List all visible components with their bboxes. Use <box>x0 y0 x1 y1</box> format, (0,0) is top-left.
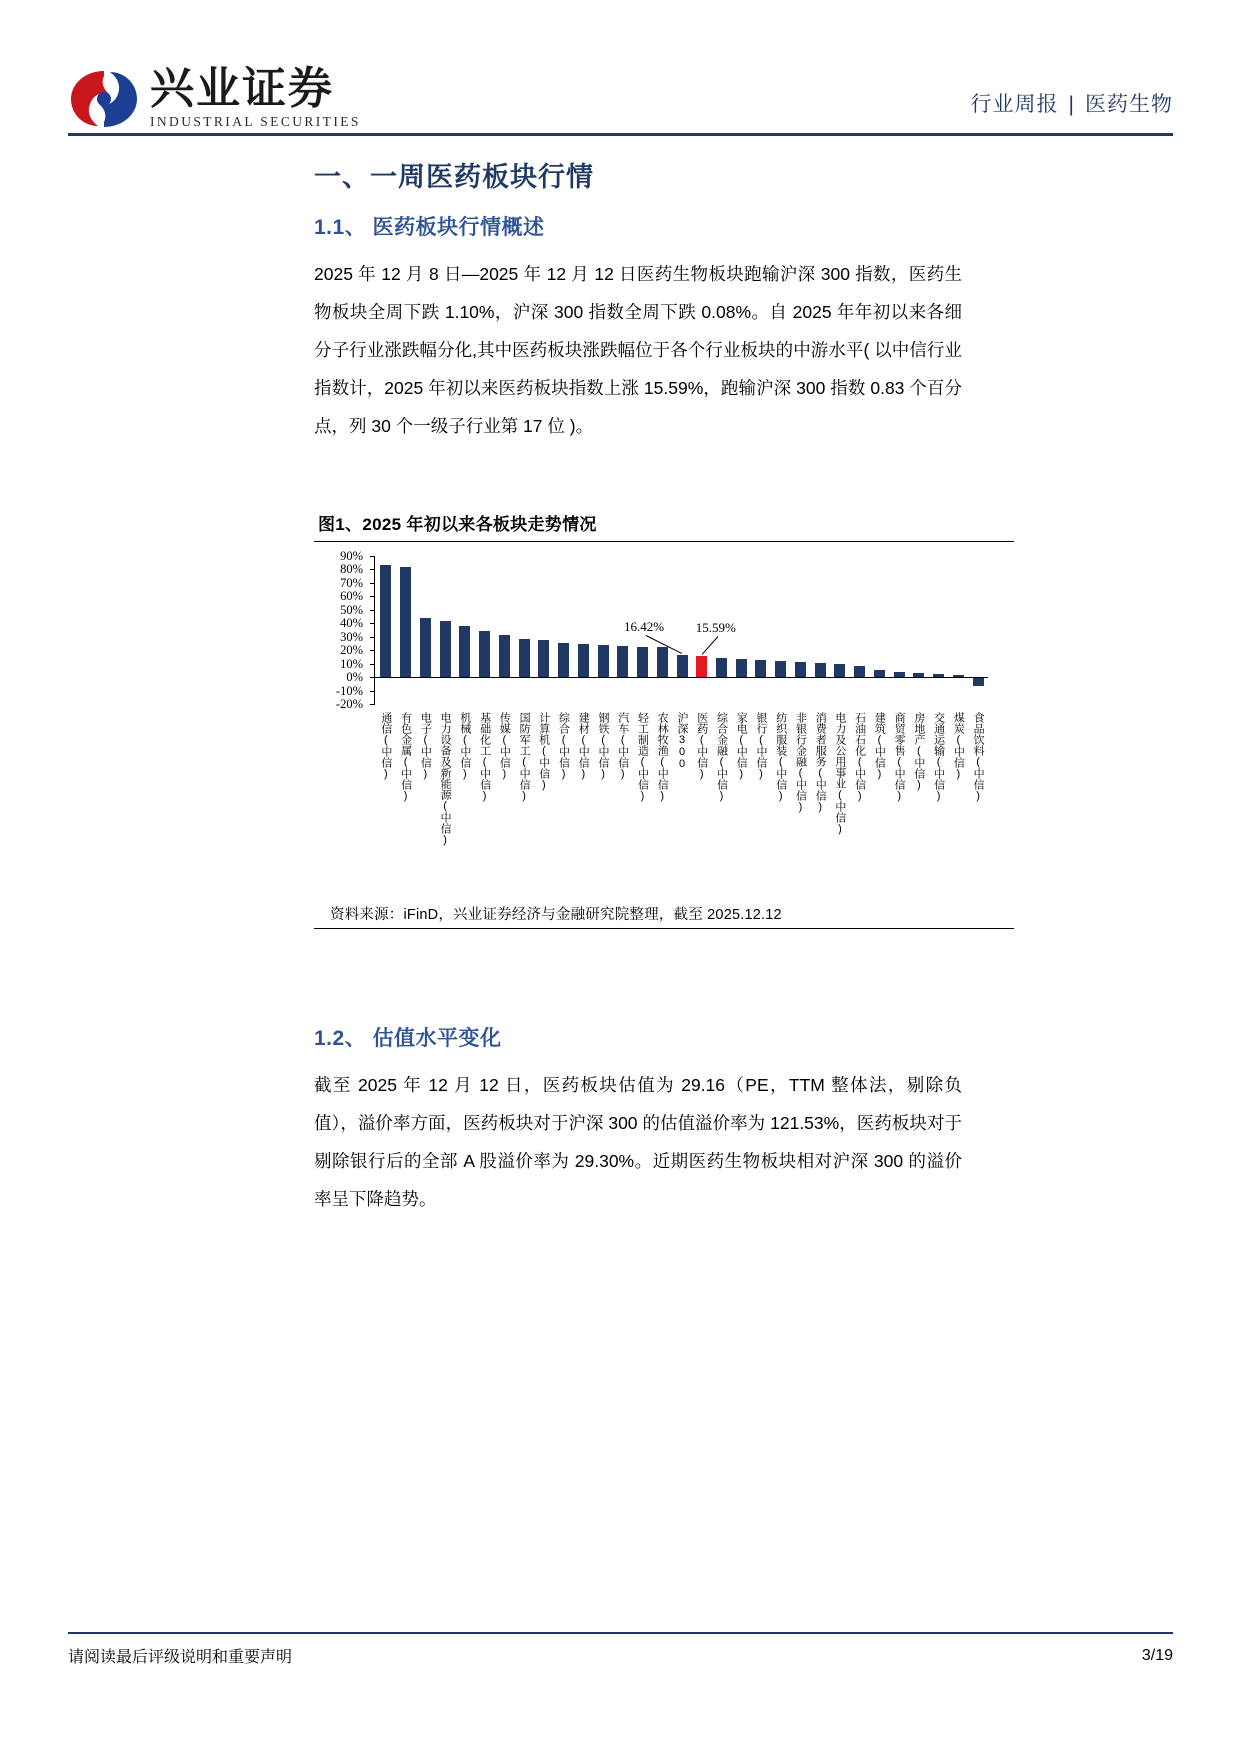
x-axis-tick-label: 电力设备及新能源(中信) <box>439 712 452 846</box>
y-axis-tick <box>370 583 375 584</box>
y-axis-tick-label: 70% <box>340 575 363 590</box>
figure-source <box>330 903 1014 924</box>
logo-company-name-cn: 兴业证券 <box>150 63 334 114</box>
chart-bar <box>538 640 549 677</box>
x-axis-tick-label: 农林牧渔(中信) <box>656 712 669 802</box>
subsection-2-title: 1.2、 估值水平变化 <box>314 1027 502 1050</box>
x-axis-tick-label: 国防军工(中信) <box>518 712 531 802</box>
x-axis-tick-label: 钢铁(中信) <box>597 712 610 780</box>
document-body <box>314 155 962 447</box>
section-title: 一、一周医药板块行情 <box>314 162 594 192</box>
y-axis-tick-label: 90% <box>340 549 363 563</box>
figure-title: 图1、2025 年初以来各板块走势情况 <box>318 515 597 534</box>
chart-bar <box>558 643 569 677</box>
x-axis-tick-label: 非银行金融(中信) <box>794 712 807 813</box>
chart-bar <box>657 647 668 677</box>
y-axis-tick-label: 80% <box>340 562 363 577</box>
x-axis-tick-label: 房地产(中信) <box>912 712 925 791</box>
y-axis-tick <box>370 691 375 692</box>
bar-chart <box>314 548 1014 893</box>
chart-bar <box>598 645 609 677</box>
y-axis-tick-label: 60% <box>340 589 363 604</box>
chart-bar <box>854 666 865 677</box>
company-logo <box>68 63 361 130</box>
footer-page-number: 3/19 <box>1141 1646 1173 1664</box>
y-axis-tick <box>370 704 375 705</box>
x-axis-tick-label: 家电(中信) <box>735 712 748 780</box>
header-report-type: 行业周报 <box>970 93 1059 116</box>
zero-baseline <box>374 677 988 678</box>
chart-annotation: 16.42% <box>624 618 665 634</box>
x-axis-tick-label: 综合(中信) <box>557 712 570 780</box>
chart-bar <box>795 662 806 677</box>
x-axis-tick-label: 建材(中信) <box>577 712 590 780</box>
x-axis-labels <box>376 708 988 888</box>
header-sector: 医药生物 <box>1085 93 1173 116</box>
x-axis-tick-label: 银行(中信) <box>754 712 767 780</box>
header-report-label <box>971 88 1173 118</box>
chart-bar <box>834 664 845 677</box>
y-axis-tick-label: -20% <box>335 697 363 711</box>
chart-annotation: 15.59% <box>695 620 736 636</box>
x-axis-tick-label: 通信(中信) <box>379 712 392 780</box>
logo-company-name-en: INDUSTRIAL SECURITIES <box>150 114 361 129</box>
y-axis-tick <box>370 569 375 570</box>
x-axis-tick-label: 有色金属(中信) <box>399 712 412 802</box>
chart-bar <box>973 677 984 686</box>
document-body-2 <box>314 1010 962 1220</box>
paragraph-valuation: 截至 2025 年 12 月 12 日，医药板块估值为 29.16（PE，TTM 整体法，剔除负值），溢价率方面，医药板块对于沪深 300 的估值溢价率为 121.53%，医药板块对于剔除银行后的全部 A 股溢价率为 29.30%。近期医药生物板块相对沪深 300 的溢价率呈下降趋势。 <box>314 1075 962 1209</box>
y-axis-tick <box>370 623 375 624</box>
y-axis-tick <box>370 664 375 665</box>
x-axis-tick-label: 商贸零售(中信) <box>893 712 906 802</box>
footer-divider <box>68 1632 1173 1634</box>
chart-bar <box>637 647 648 677</box>
x-axis-tick-label: 传媒(中信) <box>498 712 511 780</box>
y-axis-tick <box>370 650 375 651</box>
figure-source-label: 资料来源： <box>330 907 404 923</box>
page-header <box>68 36 1173 140</box>
chart-bar <box>775 661 786 677</box>
y-axis-tick <box>370 556 375 557</box>
chart-bar <box>519 639 530 677</box>
subsection-1-title: 1.1、 医药板块行情概述 <box>314 216 545 239</box>
logo-swirl-icon <box>68 68 140 130</box>
chart-bar <box>736 659 747 677</box>
x-axis-tick-label: 纺织服装(中信) <box>774 712 787 802</box>
x-axis-tick-label: 综合金融(中信) <box>715 712 728 802</box>
chart-bar <box>420 618 431 677</box>
chart-bar <box>696 656 707 677</box>
y-axis-tick-label: 40% <box>340 616 363 631</box>
x-axis-tick-label: 电子(中信) <box>419 712 432 780</box>
y-axis-tick <box>370 610 375 611</box>
x-axis-tick-label: 建筑(中信) <box>873 712 886 780</box>
x-axis-tick-label: 食品饮料(中信) <box>972 712 985 802</box>
chart-bar <box>677 655 688 677</box>
y-axis-labels <box>314 549 368 711</box>
page-footer <box>68 1644 1173 1667</box>
y-axis-tick-label: 20% <box>340 643 363 658</box>
footer-note: 请阅读最后评级说明和重要声明 <box>68 1649 293 1666</box>
x-axis-tick-label: 汽车(中信) <box>616 712 629 780</box>
x-axis-tick-label: 机械(中信) <box>458 712 471 780</box>
x-axis-tick-label: 基础化工(中信) <box>478 712 491 802</box>
chart-bar <box>499 635 510 677</box>
x-axis-tick-label: 电力及公用事业(中信) <box>833 712 846 835</box>
chart-bar <box>440 621 451 677</box>
x-axis-tick-label: 交通运输(中信) <box>932 712 945 802</box>
figure-1 <box>314 510 1014 929</box>
y-axis-tick <box>370 637 375 638</box>
y-axis-tick <box>370 596 375 597</box>
chart-bar <box>617 646 628 677</box>
header-divider <box>68 133 1173 136</box>
chart-bar <box>400 567 411 677</box>
chart-bar <box>578 644 589 677</box>
y-axis-tick-label: 10% <box>340 656 363 671</box>
x-axis-tick-label: 煤炭(中信) <box>952 712 965 780</box>
figure-frame <box>314 541 1014 929</box>
y-axis-tick-label: 50% <box>340 602 363 617</box>
x-axis-tick-label: 石油石化(中信) <box>853 712 866 802</box>
chart-bar <box>479 631 490 677</box>
chart-bar <box>380 565 391 677</box>
chart-bars <box>376 556 988 704</box>
chart-bar <box>716 658 727 677</box>
x-axis-tick-label: 沪深300 <box>676 712 688 770</box>
y-axis-tick-label: 30% <box>340 629 363 644</box>
chart-bar <box>815 663 826 677</box>
paragraph-market-overview: 2025 年 12 月 8 日—2025 年 12 月 12 日医药生物板块跑输沪深 300 指数，医药生物板块全周下跌 1.10%，沪深 300 指数全周下跌 0.08%。自 2025 年年初以来各细分子行业涨跌幅分化,其中医药板块涨跌幅位于各个行业板块的中游水平( 以中信行业指数计，2025 年初以来医药板块指数上涨 15.59%，跑输沪深 300 指数 0.83 个百分点，列 30 个一级子行业第 17 位 )。 <box>314 264 962 436</box>
figure-source-value: iFinD，兴业证券经济与金融研究院整理，截至 2025.12.12 <box>403 907 782 923</box>
chart-bar <box>755 660 766 677</box>
chart-bar <box>459 626 470 677</box>
y-axis-tick-label: 0% <box>346 670 363 685</box>
x-axis-tick-label: 轻工制造(中信) <box>636 712 649 802</box>
y-axis-tick-label: -10% <box>335 683 363 698</box>
x-axis-tick-label: 医药(中信) <box>695 712 708 780</box>
x-axis-tick-label: 消费者服务(中信) <box>814 712 827 813</box>
chart-bar <box>874 670 885 677</box>
header-separator: | <box>1068 93 1075 116</box>
x-axis-tick-label: 计算机(中信) <box>537 712 550 791</box>
